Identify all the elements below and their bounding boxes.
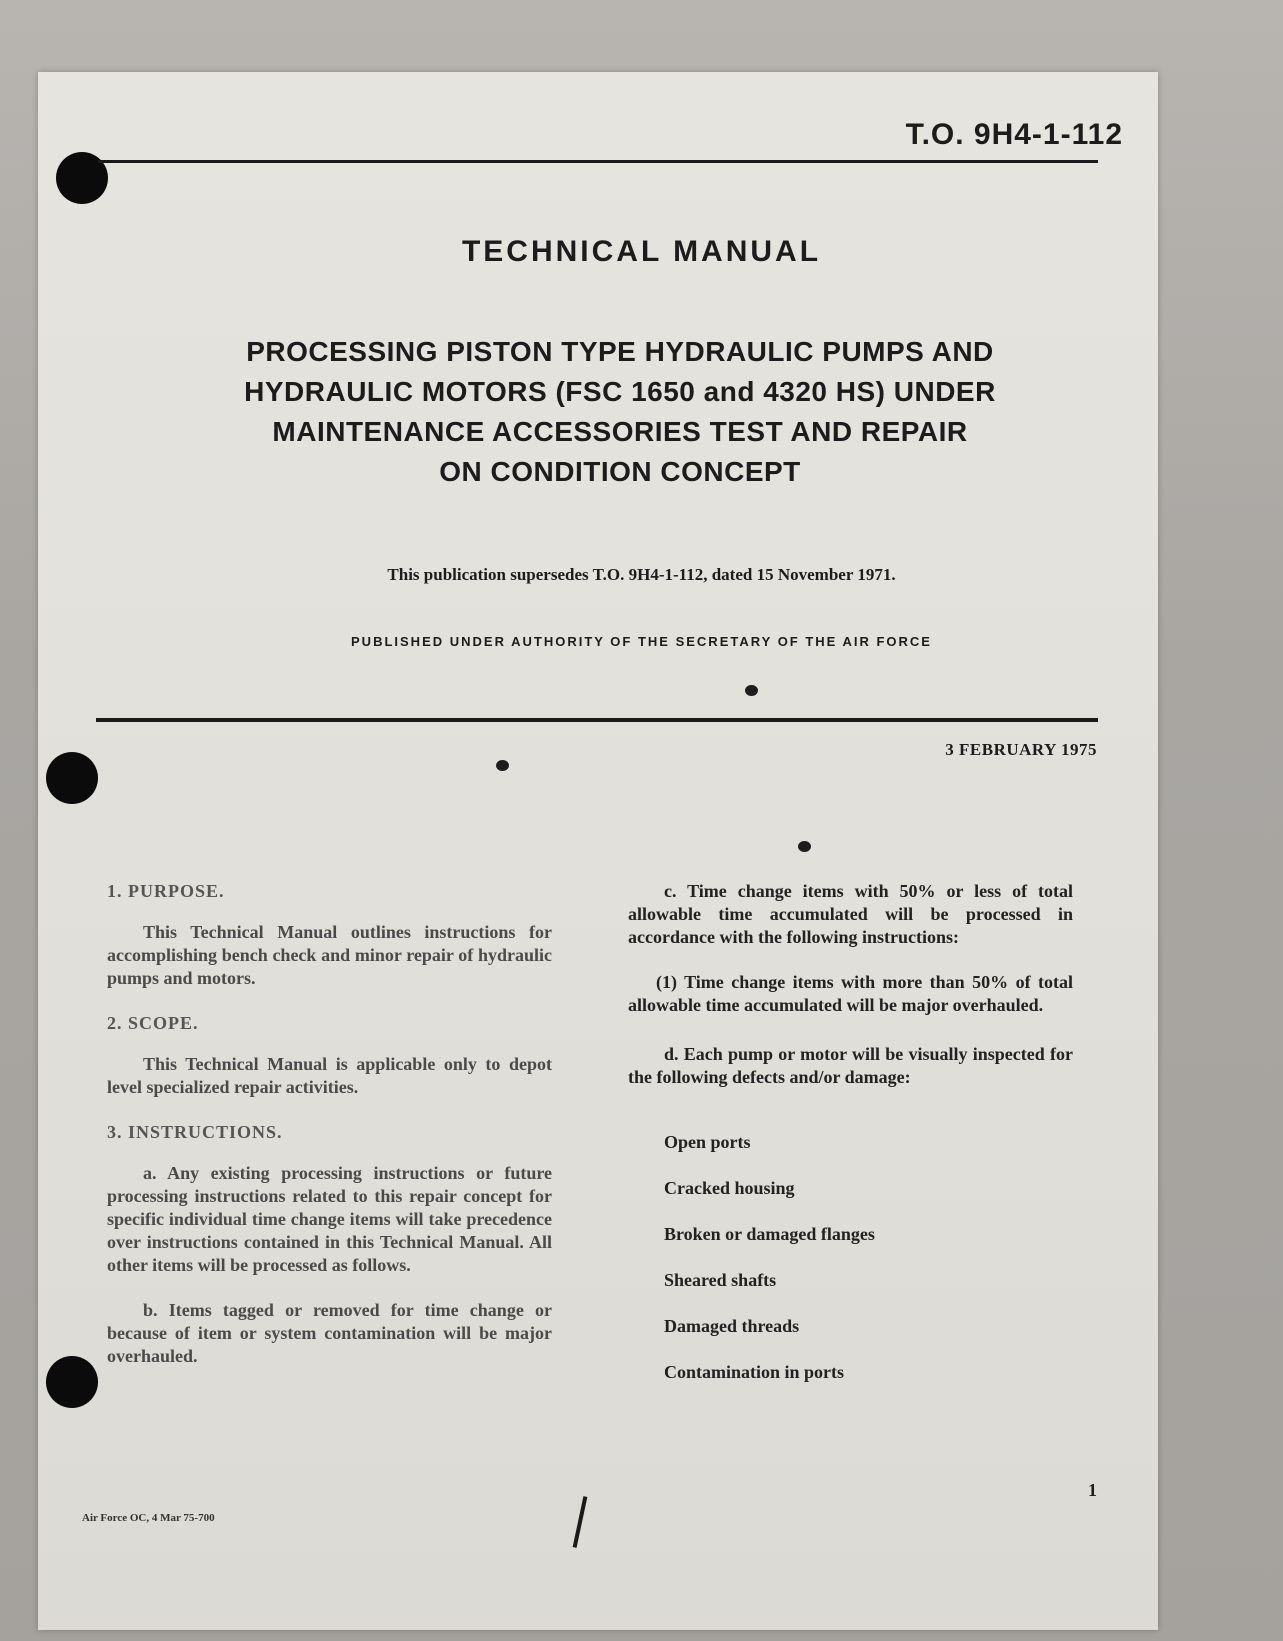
supersedes-notice: This publication supersedes T.O. 9H4-1-112, dated 15 November 1971. [387,565,896,584]
bullet-icon [798,841,811,852]
page-number: 1 [1088,1480,1097,1500]
paragraph-c: c. Time change items with 50% or less of total allowable time accumulated will be processed in accordance with the following instructions: [628,881,1073,947]
divider-rule [96,718,1098,722]
list-item: Cracked housing [664,1178,795,1198]
list-item: Damaged threads [664,1316,800,1336]
scope-heading: 2. SCOPE. [107,1013,199,1033]
header-rule [98,160,1098,163]
left-column [107,880,552,1390]
title-line: PROCESSING PISTON TYPE HYDRAULIC PUMPS AND [246,336,994,367]
to-number: T.O. 9H4-1-112 [905,118,1123,151]
title-line: MAINTENANCE ACCESSORIES TEST AND REPAIR [272,416,968,447]
purpose-heading: 1. PURPOSE. [107,881,225,901]
publication-date: 3 FEBRUARY 1975 [945,740,1097,759]
document-type: TECHNICAL MANUAL [461,235,822,268]
right-column [628,880,1073,1407]
paragraph-b: b. Items tagged or removed for time change or because of item or system contamination will be major overhauled. [107,1300,552,1366]
list-item: Broken or damaged flanges [664,1224,875,1244]
paragraph-d: d. Each pump or motor will be visually inspected for the following defects and/or damage: [628,1044,1073,1087]
list-item: Sheared shafts [664,1270,777,1290]
authority-line: PUBLISHED UNDER AUTHORITY OF THE SECRETARY OF THE AIR FORCE [351,634,932,649]
title-line: ON CONDITION CONCEPT [439,456,801,487]
paragraph-a: a. Any existing processing instructions or future processing instructions related to this repair concept for specific individual time change items will take precedence over instructions contained in this Technical Manual. All other items will be processed as follows. [107,1163,552,1275]
document-title [120,332,1120,492]
binder-hole-icon [46,752,98,804]
list-item: Open ports [664,1132,751,1152]
binder-hole-icon [46,1356,98,1408]
title-line: HYDRAULIC MOTORS (FSC 1650 and 4320 HS) UNDER [244,376,996,407]
print-note: Air Force OC, 4 Mar 75-700 [82,1512,215,1524]
scope-text: This Technical Manual is applicable only to depot level specialized repair activities. [107,1054,552,1097]
instructions-heading: 3. INSTRUCTIONS. [107,1122,283,1142]
bullet-icon [745,685,758,696]
bullet-icon [496,760,509,771]
paragraph-c1: (1) Time change items with more than 50% of total allowable time accumulated will be major overhauled. [628,972,1073,1015]
defect-list [664,1131,1073,1384]
list-item: Contamination in ports [664,1362,845,1382]
purpose-text: This Technical Manual outlines instructions for accomplishing bench check and minor repair of hydraulic pumps and motors. [107,922,552,988]
